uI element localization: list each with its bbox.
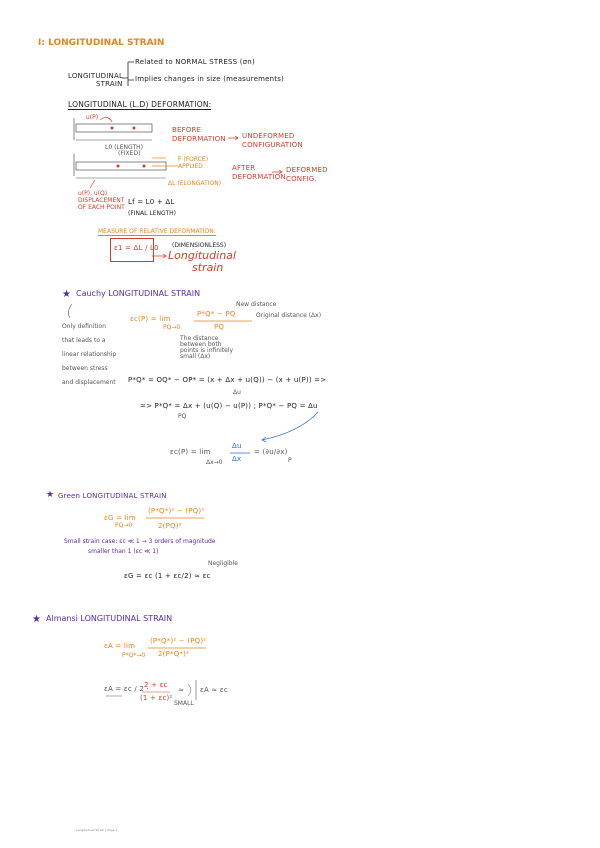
definition-point-2: Implies changes in size (measurements) bbox=[135, 75, 284, 83]
cauchy-note-4: between stress bbox=[62, 365, 108, 372]
distance-note-1: The distance bbox=[180, 335, 219, 342]
definition-label-line2: STRAIN bbox=[96, 80, 123, 88]
almansi-eq2-left: εA = εc / 2 · bbox=[104, 685, 149, 693]
green-eq-numer: (P*Q*)² − (PQ)² bbox=[148, 507, 205, 515]
new-distance-label: New distance bbox=[236, 301, 277, 308]
definition-label-line1: LONGITUDINAL bbox=[68, 72, 124, 80]
force-line2: APPLIED bbox=[178, 163, 203, 170]
measure-title: MEASURE OF RELATIVE DEFORMATION: bbox=[98, 228, 216, 235]
green-note-2: smaller than 1 (εc ≪ 1) bbox=[88, 548, 159, 555]
distance-note-4: small (Δx) bbox=[180, 353, 211, 360]
cauchy-note-2: that leads to a bbox=[62, 337, 106, 344]
elongation-label: ΔL (ELONGATION) bbox=[168, 180, 222, 187]
green-eq2: εG = εc (1 + εc/2) ≈ εc bbox=[124, 572, 211, 580]
almansi-title: Almansi LONGITUDINAL STRAIN bbox=[46, 614, 173, 623]
displacement-line3: OF EACH POINT bbox=[78, 204, 125, 211]
cauchy-eq2-under: Δu bbox=[233, 389, 241, 396]
undeformed-line1: UNDEFORMED bbox=[242, 132, 295, 140]
cauchy-eq-denom: PQ bbox=[214, 323, 225, 331]
almansi-eq2-num: 2 + εc bbox=[144, 681, 168, 689]
cauchy-eq3: => P*Q* = Δx + (u(Q) − u(P)) ; P*Q* − PQ = Δu bbox=[140, 402, 318, 410]
before-line1: BEFORE bbox=[172, 126, 202, 134]
almansi-small: SMALL bbox=[174, 700, 194, 707]
almansi-eq-numer: (P*Q*)² − (PQ)² bbox=[150, 637, 207, 645]
deformed-line1: DEFORMED bbox=[286, 166, 328, 174]
before-line2: DEFORMATION bbox=[172, 135, 226, 143]
section-title-longitudinal-deformation: LONGITUDINAL (L.D) DEFORMATION: bbox=[68, 100, 212, 109]
cauchy-eq3-under: PQ bbox=[178, 413, 187, 420]
almansi-eq-lim: P*Q*→0 bbox=[122, 652, 146, 659]
section-title-longitudinal-strain: I: LONGITUDINAL STRAIN bbox=[38, 38, 165, 48]
almansi-eq2-den: (1 + εc)² bbox=[140, 694, 173, 702]
distance-note-3: points is infinitely bbox=[180, 347, 234, 354]
strain-ratio: ε1 = ΔL / L0 bbox=[114, 244, 159, 252]
cauchy-eq-left: εc(P) = lim bbox=[130, 315, 171, 323]
script-line2: strain bbox=[192, 261, 224, 274]
force-line1: F (FORCE) bbox=[178, 156, 209, 163]
green-eq-lim: PQ→0 bbox=[115, 522, 133, 529]
length-label: L0 (LENGTH) bbox=[105, 144, 143, 151]
cauchy-eq-numer: P*Q* − PQ bbox=[197, 310, 236, 318]
displacement-line2: DISPLACEMENT bbox=[78, 197, 125, 204]
fixed-label: (FIXED) bbox=[118, 150, 141, 157]
cauchy-final-left: εc(P) = lim bbox=[170, 448, 211, 456]
distance-note-2: between both bbox=[180, 341, 222, 348]
cauchy-final-lim: Δx→0 bbox=[206, 459, 223, 466]
green-negligible: Negligible bbox=[208, 560, 238, 567]
green-eq-denom: 2(PQ)² bbox=[158, 522, 182, 530]
green-title: Green LONGITUDINAL STRAIN bbox=[58, 492, 167, 500]
green-star-icon: ★ bbox=[46, 490, 55, 500]
cauchy-final-num: Δu bbox=[232, 442, 242, 450]
almansi-eq-denom: 2(P*Q*)² bbox=[158, 650, 190, 658]
cauchy-final-right: = (∂u/∂x) bbox=[254, 448, 288, 456]
cauchy-title: Cauchy LONGITUDINAL STRAIN bbox=[76, 289, 201, 298]
displacement-line1: u(P), u(Q) bbox=[78, 190, 108, 197]
deformed-line2: CONFIG. bbox=[286, 175, 317, 183]
signed-distance-label: Original distance (Δx) bbox=[256, 312, 322, 319]
final-length-formula: Lf = L0 + ΔL bbox=[128, 198, 175, 206]
undeformed-line2: CONFIGURATION bbox=[242, 141, 303, 149]
almansi-eq-left: εA = lim bbox=[104, 642, 136, 650]
almansi-approx: ≈ bbox=[178, 686, 185, 694]
cauchy-note-1: Only definition bbox=[62, 323, 106, 330]
displacement-u-label: u(P) bbox=[86, 114, 99, 121]
almansi-eq2-right: εA ≈ εc bbox=[200, 686, 228, 694]
after-line1: AFTER bbox=[232, 164, 256, 172]
after-line2: DEFORMATION bbox=[232, 173, 286, 181]
page-footer: Longitudinal Strain | Page 1 bbox=[76, 828, 118, 832]
almansi-star-icon: ★ bbox=[32, 614, 41, 625]
dimensionless-label: (DIMENSIONLESS) bbox=[172, 242, 227, 249]
cauchy-note-3: linear relationship bbox=[62, 351, 117, 358]
definition-point-1: Related to NORMAL STRESS (σn) bbox=[135, 58, 255, 66]
cauchy-final-sub: P bbox=[288, 457, 292, 464]
cauchy-eq2: P*Q* = OQ* − OP* = (x + Δx + u(Q)) − (x + u(P)) => bbox=[128, 376, 327, 384]
cauchy-star-icon: ★ bbox=[62, 289, 71, 300]
green-note: Small strain case: εc ≪ 1 → 3 orders of magnitude bbox=[64, 538, 216, 545]
green-eq-left: εG = lim bbox=[104, 514, 136, 522]
final-length-label: (FINAL LENGTH) bbox=[128, 210, 176, 217]
cauchy-note-5: and displacement bbox=[62, 379, 116, 386]
script-line1: Longitudinal bbox=[168, 249, 236, 262]
cauchy-final-den: Δx bbox=[232, 455, 242, 463]
cauchy-eq-lim: PQ→0 bbox=[163, 324, 181, 331]
